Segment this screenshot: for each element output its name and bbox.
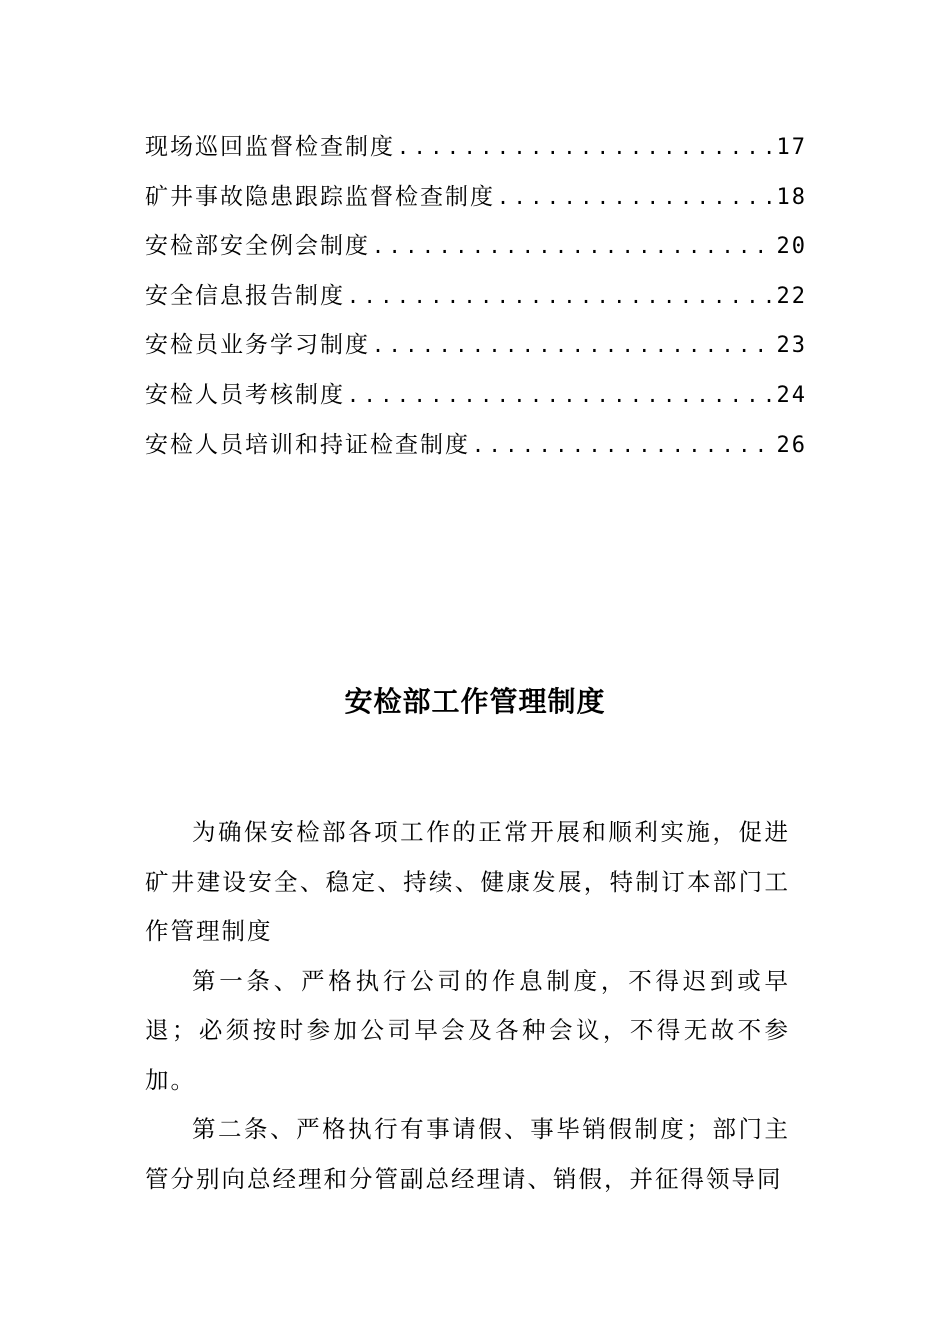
toc-entry-title: 安检人员考核制度 [145,381,345,408]
toc-entry-title: 安检部安全例会制度 [145,233,370,260]
toc-leader-dots [497,185,773,209]
toc-leader-dots [347,383,773,407]
body-paragraph: 为确保安检部各项工作的正常开展和顺利实施，促进矿井建设安全、稳定、持续、健康发展，特制订本部门工作管理制度 [145,818,790,945]
toc-entry[interactable] [145,178,807,228]
toc-entry[interactable] [145,326,807,376]
toc-leader-dots [372,333,773,357]
toc-entry-title: 安全信息报告制度 [145,282,345,309]
toc-entry-page: 24 [776,382,807,408]
toc-entry[interactable] [145,227,807,277]
document-body [145,808,790,1204]
table-of-contents [145,128,807,475]
toc-entry-page: 18 [776,184,807,210]
toc-leader-dots [397,135,773,159]
toc-entry-page: 22 [776,283,807,309]
toc-entry[interactable] [145,277,807,327]
document-title: 安检部工作管理制度 [344,685,606,718]
toc-entry-title: 现场巡回监督检查制度 [145,134,395,160]
toc-entry[interactable] [145,128,807,178]
toc-entry[interactable] [145,376,807,426]
toc-entry-title: 安检员业务学习制度 [145,332,370,359]
toc-entry-title: 安检人员培训和持证检查制度 [145,431,470,458]
toc-entry-page: 20 [776,234,807,260]
toc-leader-dots [372,234,773,258]
toc-entry-page: 26 [776,432,807,458]
toc-leader-dots [347,284,773,308]
toc-entry-page: 23 [776,333,807,359]
toc-entry[interactable] [145,426,807,476]
body-paragraph: 第二条、严格执行有事请假、事毕销假制度；部门主管分别向总经理和分管副总经理请、销假，并征得领导同 [145,1115,790,1193]
toc-leader-dots [472,433,773,457]
toc-entry-page: 17 [776,135,807,160]
toc-entry-title: 矿井事故隐患跟踪监督检查制度 [145,183,495,210]
body-paragraph: 第一条、严格执行公司的作息制度，不得迟到或早退；必须按时参加公司早会及各种会议，不得无故不参加。 [145,966,790,1094]
